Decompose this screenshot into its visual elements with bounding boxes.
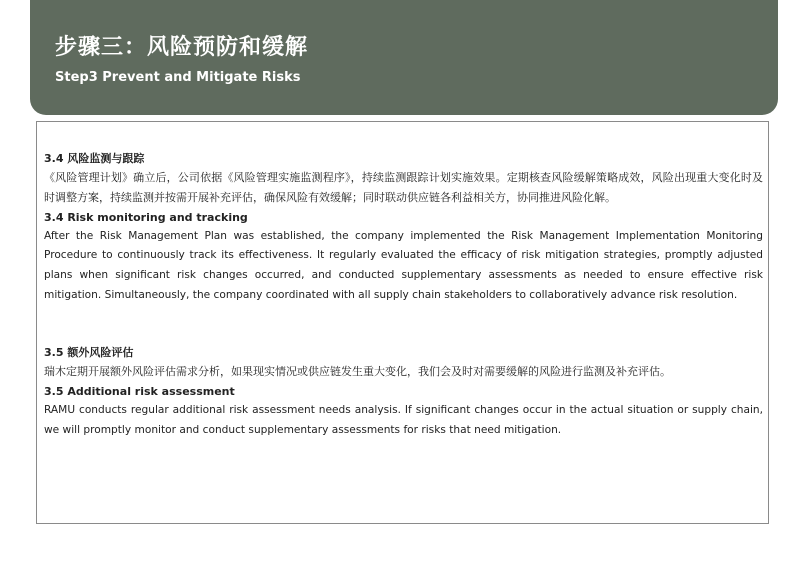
section-heading-en: 3.4 Risk monitoring and tracking [44, 210, 248, 224]
section-body-cn: 瑞木定期开展额外风险评估需求分析，如果现实情况或供应链发生重大变化，我们会及时对需要缓解的风险进行监测及补充评估。 [44, 365, 671, 378]
section-body-en: RAMU conducts regular additional risk assessment needs analysis. If significant changes occur in the actual situation or supply chain, we will promptly monitor and conduct supplementary assessments for risks that need mitigation. [44, 403, 763, 436]
section-heading-cn: 3.5 额外风险评估 [44, 346, 134, 359]
section-body-cn: 《风险管理计划》确立后，公司依据《风险管理实施监测程序》，持续监测跟踪计划实施效果。定期核查风险缓解策略成效，风险出现重大变化时及时调整方案，持续监测并按需开展补充评估，确保风险有效缓解；同时联动供应链各利益相关方，协同推进风险化解。 [44, 171, 763, 204]
section-additional-assessment [44, 343, 763, 440]
section-risk-monitoring [44, 149, 763, 306]
section-body-en: After the Risk Management Plan was established, the company implemented the Risk Management Implementation Monitoring Procedure to continuously track its effectiveness. It regularly evaluated the efficacy of risk mitigation strategies, promptly adjusted plans when significant risk changes occurred, and conducted supplementary assessments as needed to ensure effective risk mitigation. Simultaneously, the company coordinated with all supply chain stakeholders to collaboratively advance risk resolution. [44, 229, 763, 301]
page-title-en: Step3 Prevent and Mitigate Risks [55, 70, 301, 85]
page-title-cn: 步骤三：风险预防和缓解 [55, 35, 309, 60]
section-heading-cn: 3.4 风险监测与跟踪 [44, 152, 145, 165]
content-box [36, 121, 769, 524]
header-band [30, 0, 778, 115]
section-heading-en: 3.5 Additional risk assessment [44, 384, 235, 398]
